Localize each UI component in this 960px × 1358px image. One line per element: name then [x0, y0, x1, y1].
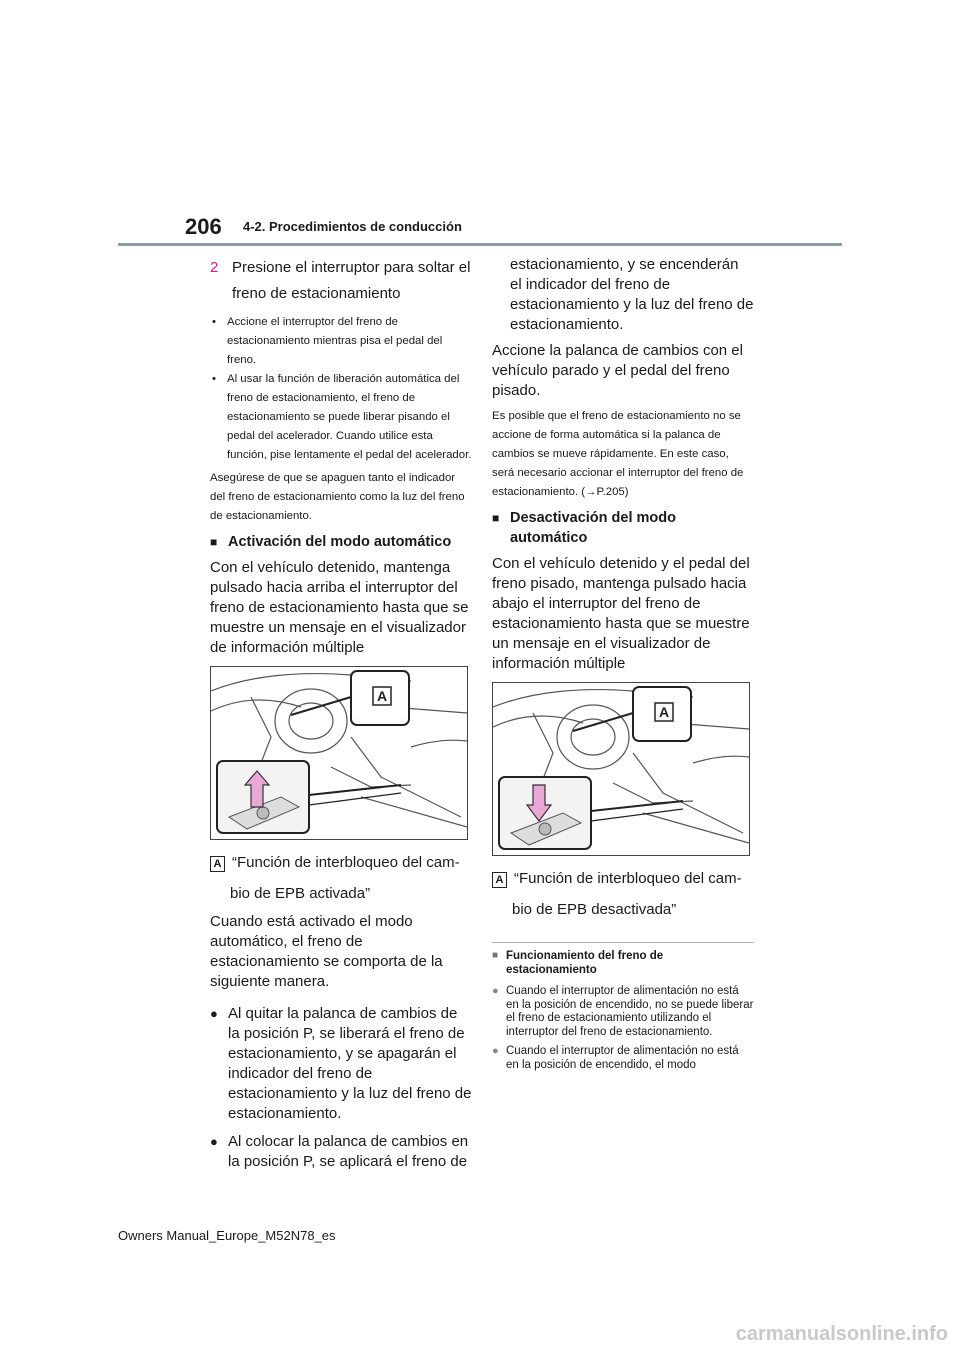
figure-label-a: A [376, 688, 388, 704]
small-paragraph: Asegúrese de que se apaguen tanto el indicador del freno de estacionamiento como la luz del freno de estacionamiento. [210, 472, 465, 522]
note-item [492, 985, 754, 1039]
note-text: Cuando el interruptor de alimentación no está en la posición de encendido, el modo [506, 1045, 739, 1071]
heading-square-icon: ■ [492, 511, 500, 525]
bullet-text: Al quitar la palanca de cambios de la posición P, se liberará el freno de estacionamiento, y se apagarán el indicador del freno de estacionamiento y la luz del freno de estacionamiento. [228, 1005, 472, 1122]
step-number: 2 [210, 259, 219, 276]
note-item [492, 1045, 754, 1072]
left-column [210, 255, 472, 1180]
caption-text: “Función de interbloqueo del cam- [514, 870, 742, 887]
illustration-switch-up [210, 666, 468, 840]
shift-paragraph: Accione la palanca de cambios con el vehículo parado y el pedal del freno pisado. [492, 342, 743, 399]
caption-continuation: bio de EPB activada” [230, 885, 371, 902]
dashboard-illustration [493, 683, 749, 855]
bullet-dot-icon: ● [492, 985, 499, 997]
notes-section [492, 942, 754, 1072]
small-paragraph: Es posible que el freno de estacionamiento no se accione de forma automática si la palanca de cambios se mueve rápidamente. En este caso, será necesario accionar el interruptor del freno de estacionamiento. (→P.205) [492, 410, 744, 498]
caption-text: “Función de interbloqueo del cam- [232, 854, 460, 871]
heading-text: Desactivación del modo automático [510, 510, 676, 546]
heading-auto-mode-on [210, 532, 472, 552]
figure-caption [492, 864, 754, 894]
notes-heading [492, 949, 754, 977]
behaviour-paragraph: Cuando está activado el modo automático, el freno de estacionamiento se comporta de la siguiente manera. [210, 913, 443, 990]
list-item [210, 313, 472, 370]
figure-caption [210, 848, 472, 878]
caption-label: A [492, 872, 507, 888]
page-number: 206 [185, 214, 222, 239]
bullet-dot-icon: ● [210, 1134, 218, 1149]
instruction-paragraph: Con el vehículo detenido y el pedal del freno pisado, mantenga pulsado hacia abajo el interruptor del freno de estacionamiento hasta que se muestre un mensaje en el visualizador de información múltiple [492, 555, 750, 672]
section-title: 4-2. Procedimientos de conducción [243, 219, 462, 234]
bullet-dot-icon: ● [492, 1045, 499, 1057]
bullet-text: Al colocar la palanca de cambios en la posición P, se aplicará el freno de [228, 1133, 469, 1170]
dashboard-illustration [211, 667, 467, 839]
continued-text: estacionamiento, y se encenderán el indicador del freno de estacionamiento y la luz del freno de estacionamiento. [510, 256, 754, 333]
notes-heading-text: Funcionamiento del freno de estacionamiento [506, 950, 664, 976]
heading-square-icon: ■ [492, 950, 499, 961]
footer-text: Owners Manual_Europe_M52N78_es [118, 1228, 336, 1243]
heading-auto-mode-off [492, 508, 754, 548]
caption-continuation: bio de EPB desactivada” [512, 901, 677, 918]
caption-label: A [210, 856, 225, 872]
note-text: Cuando el interruptor de alimentación no está en la posición de encendido, no se puede liberar el freno de estacionamiento utilizando el interruptor del freno de estacionamiento. [506, 985, 754, 1038]
bullet-dot-icon: ● [210, 1006, 218, 1021]
list-item [210, 1004, 472, 1124]
right-column [492, 255, 754, 1078]
illustration-switch-down [492, 682, 750, 856]
instruction-paragraph: Con el vehículo detenido, mantenga pulsado hacia arriba el interruptor del freno de estacionamiento hasta que se muestre un mensaje en el visualizador de información múltiple [210, 559, 469, 656]
step-2 [210, 255, 472, 307]
figure-label-a: A [658, 704, 670, 720]
bullet-text: Accione el interruptor del freno de estacionamiento mientras pisa el pedal del freno. [227, 316, 443, 366]
watermark: carmanualsonline.info [735, 1323, 948, 1345]
bullet-dot: • [212, 373, 216, 385]
list-item [210, 1132, 472, 1172]
list-item [210, 370, 472, 465]
heading-text: Activación del modo automático [228, 534, 452, 550]
bullet-text: Al usar la función de liberación automática del freno de estacionamiento, el freno de estacionamiento se puede liberar pisando el pedal del acelerador. Cuando utilice esta función, pise lentamente el pedal del acelerador. [227, 373, 472, 461]
bullet-dot: • [212, 316, 216, 328]
bullet-list [210, 313, 472, 465]
header-rule [118, 243, 842, 246]
heading-square-icon: ■ [210, 535, 218, 549]
step-text: Presione el interruptor para soltar el freno de estacionamiento [232, 259, 471, 302]
